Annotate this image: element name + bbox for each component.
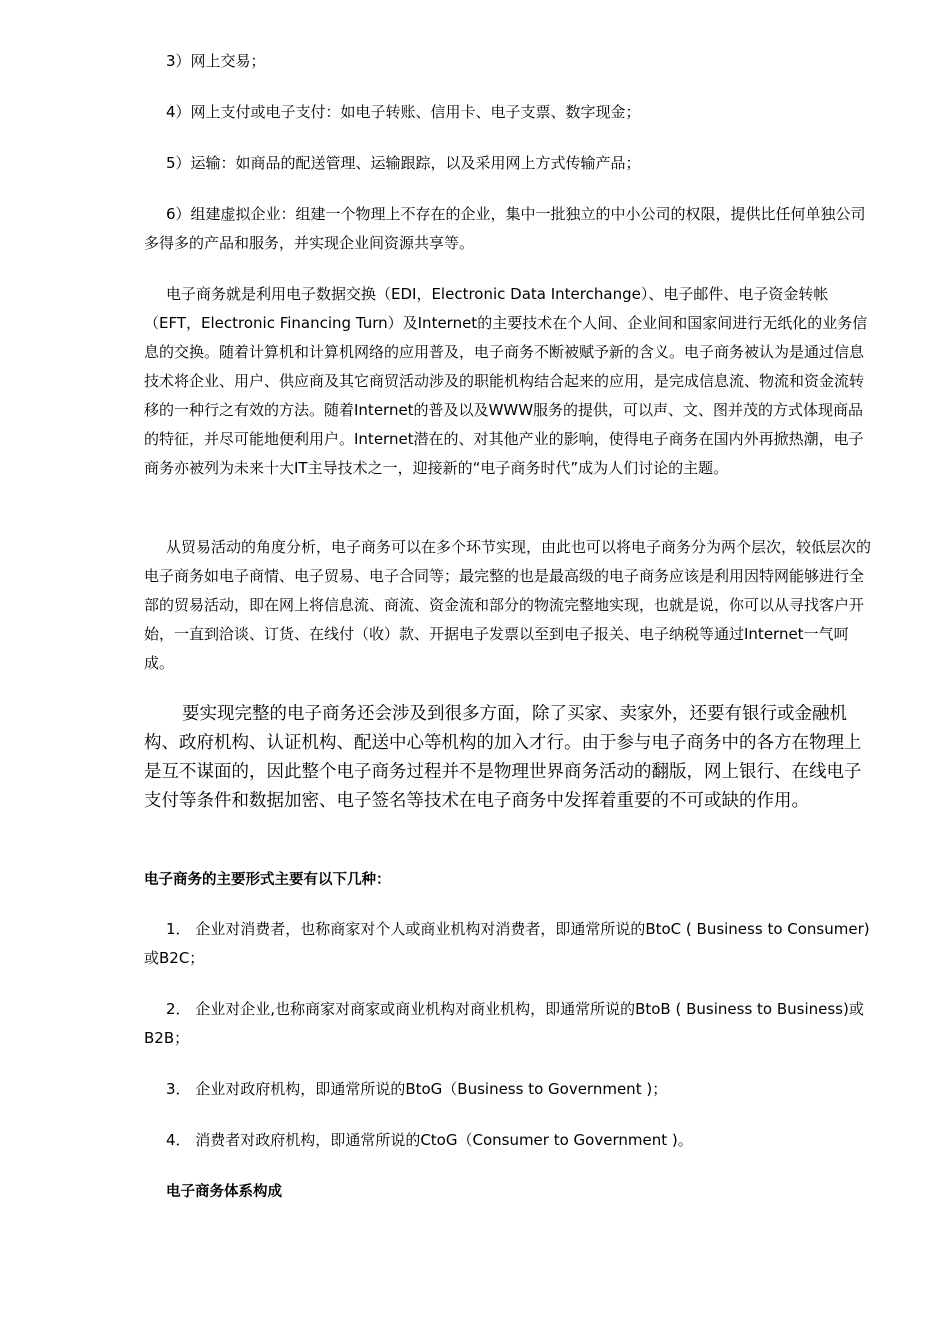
list-item-transport: 5）运输：如商品的配送管理、运输跟踪，以及采用网上方式传输产品； <box>166 154 641 172</box>
form-item-b2c: 1． 企业对消费者，也称商家对个人或商业机构对消费者，即通常所说的BtoC ( Business to Consumer)或B2C； <box>144 920 870 967</box>
heading-system-composition: 电子商务体系构成 <box>166 1184 282 1200</box>
list-item-online-payment: 4）网上支付或电子支付：如电子转账、信用卡、电子支票、数字现金； <box>166 103 641 121</box>
form-item-b2b: 2． 企业对企业,也称商家对商家或商业机构对商业机构，即通常所说的BtoB ( Business to Business)或B2B； <box>144 1000 864 1047</box>
paragraph-complete-ecommerce: 要实现完整的电子商务还会涉及到很多方面，除了买家、卖家外，还要有银行或金融机构、政府机构、认证机构、配送中心等机构的加入才行。由于参与电子商务中的各方在物理上是互不谋面的，因此整个电子商务过程并不是物理世界商务活动的翻版，网上银行、在线电子支付等条件和数据加密、电子签名等技术在电子商务中发挥着重要的不可或缺的作用。 <box>144 704 862 811</box>
form-item-b2g: 3． 企业对政府机构，即通常所说的BtoG（Business to Government )； <box>166 1080 668 1098</box>
paragraph-levels: 从贸易活动的角度分析，电子商务可以在多个环节实现，由此也可以将电子商务分为两个层次，较低层次的电子商务如电子商情、电子贸易、电子合同等；最完整的也是最高级的电子商务应该是利用因特网能够进行全部的贸易活动，即在网上将信息流、商流、资金流和部分的物流完整地实现，也就是说，你可以从寻找客户开始，一直到洽谈、订货、在线付（收）款、开据电子发票以至到电子报关、电子纳税等通过Internet一气呵成。 <box>144 538 872 672</box>
heading-main-forms: 电子商务的主要形式主要有以下几种： <box>144 872 391 888</box>
list-item-online-trade: 3）网上交易； <box>166 52 266 70</box>
list-item-virtual-enterprise: 6）组建虚拟企业：组建一个物理上不存在的企业，集中一批独立的中小公司的权限，提供比任何单独公司多得多的产品和服务，并实现企业间资源共享等。 <box>144 205 866 252</box>
form-item-c2g: 4． 消费者对政府机构，即通常所说的CtoG（Consumer to Government )。 <box>166 1131 693 1149</box>
paragraph-definition: 电子商务就是利用电子数据交换（EDI，Electronic Data Interchange）、电子邮件、电子资金转帐（EFT，Electronic Financing Turn）及Internet的主要技术在个人间、企业间和国家间进行无纸化的业务信息的交换。随着计算机和计算机网络的应用普及，电子商务不断被赋予新的含义。电子商务被认为是通过信息技术将企业、用户、供应商及其它商贸活动涉及的职能机构结合起来的应用，是完成信息流、物流和资金流转移的一种行之有效的方法。随着Internet的普及以及WWW服务的提供，可以声、文、图并茂的方式体现商品的特征，并尽可能地便利用户。Internet潜在的、对其他产业的影响，使得电子商务在国内外再掀热潮，电子商务亦被列为未来十大IT主导技术之一，迎接新的“电子商务时代”成为人们讨论的主题。 <box>144 285 868 477</box>
